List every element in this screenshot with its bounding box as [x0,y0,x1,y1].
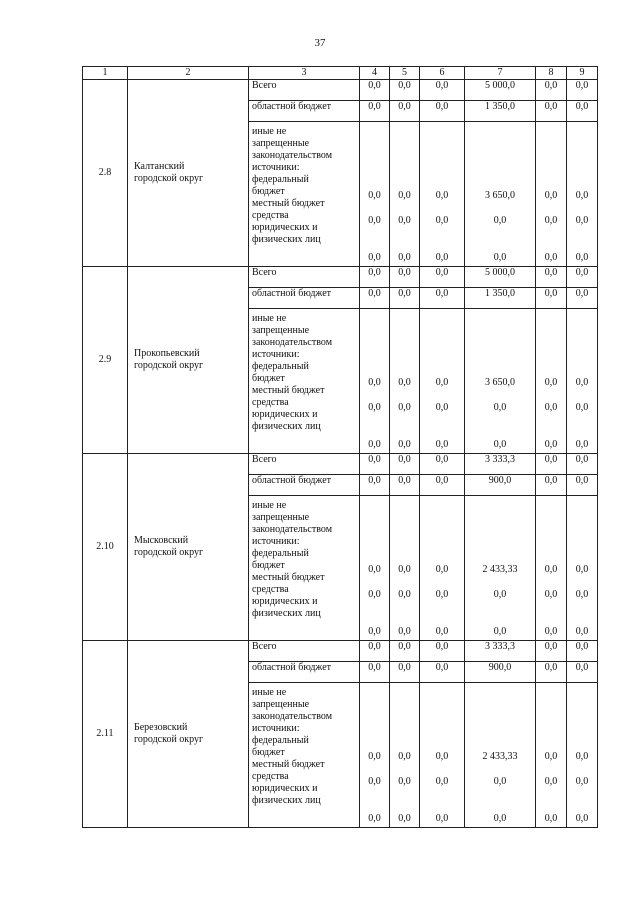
entities-value: 0,0 [493,439,507,450]
regional-value: 0,0 [420,475,465,496]
local-value: 0,0 [575,589,589,600]
other-sources-label [249,496,360,641]
other-sources-line: законодательством [252,150,333,161]
municipality-name [128,454,249,641]
municipality-name-line: Березовский [134,722,188,733]
entities-value: 0,0 [398,252,411,263]
regional-value: 0,0 [360,288,390,309]
other-sources-line: законодательством [252,337,333,348]
total-value: 5 000,0 [465,80,536,101]
local-value: 0,0 [575,215,589,226]
column-header: 3 [249,67,360,80]
federal-value: 0,0 [575,564,589,575]
local-value: 0,0 [544,215,558,226]
entities-value: 0,0 [544,626,558,637]
total-value: 0,0 [567,267,598,288]
other-sources-values [536,683,567,828]
other-sources-line: средства [252,771,289,782]
budget-table [82,66,598,828]
local-value: 0,0 [544,402,558,413]
column-header: 9 [567,67,598,80]
local-value: 0,0 [398,215,411,226]
regional-value: 0,0 [390,101,420,122]
regional-budget-label: областной бюджет [249,662,360,683]
entities-value: 0,0 [575,439,589,450]
entities-value: 0,0 [398,813,411,824]
federal-value: 0,0 [544,190,558,201]
regional-value: 0,0 [360,662,390,683]
federal-value: 0,0 [575,751,589,762]
municipality-name-line: Прокопьевский [134,348,200,359]
other-sources-label [249,309,360,454]
federal-value: 0,0 [398,377,411,388]
total-value: 0,0 [390,641,420,662]
federal-value: 0,0 [398,190,411,201]
total-row [83,641,598,662]
local-value: 0,0 [493,215,507,226]
other-sources-line: источники: [252,536,300,547]
other-sources-line: юридических и [252,596,318,607]
entities-value: 0,0 [398,626,411,637]
table-body [83,67,598,828]
federal-value: 0,0 [544,377,558,388]
municipality-number: 2.9 [83,267,128,454]
total-value: 0,0 [567,641,598,662]
other-sources-line: физических лиц [252,795,321,806]
total-value: 0,0 [536,641,567,662]
other-sources-values [390,496,420,641]
federal-value: 0,0 [368,564,381,575]
municipality-name [128,80,249,267]
other-sources-values [360,122,390,267]
regional-budget-label: областной бюджет [249,288,360,309]
regional-value: 0,0 [567,101,598,122]
entities-value: 0,0 [368,813,381,824]
other-sources-line: запрещенные [252,325,310,336]
federal-value: 0,0 [368,377,381,388]
entities-value: 0,0 [368,626,381,637]
total-value: 0,0 [567,454,598,475]
other-sources-line: бюджет [252,373,285,384]
other-sources-values [465,683,536,828]
federal-value: 0,0 [398,751,411,762]
other-sources-line: федеральный [252,361,309,372]
column-header: 8 [536,67,567,80]
total-label: Всего [249,454,360,475]
regional-value: 1 350,0 [465,101,536,122]
other-sources-values [567,496,598,641]
total-value: 0,0 [390,454,420,475]
municipality-number: 2.8 [83,80,128,267]
other-sources-line: бюджет [252,747,285,758]
other-sources-line: юридических и [252,222,318,233]
total-row [83,267,598,288]
entities-value: 0,0 [544,439,558,450]
federal-value: 0,0 [368,190,381,201]
federal-value: 3 650,0 [485,377,515,388]
column-header: 6 [420,67,465,80]
total-row [83,80,598,101]
other-sources-line: юридических и [252,409,318,420]
other-sources-values [536,309,567,454]
other-sources-line: местный бюджет [252,385,325,396]
column-header: 4 [360,67,390,80]
federal-value: 0,0 [435,190,449,201]
entities-value: 0,0 [435,439,449,450]
federal-value: 0,0 [435,564,449,575]
regional-value: 0,0 [567,475,598,496]
federal-value: 0,0 [544,751,558,762]
other-sources-line: запрещенные [252,512,310,523]
local-value: 0,0 [368,215,381,226]
other-sources-line: средства [252,584,289,595]
regional-value: 0,0 [420,288,465,309]
municipality-name-line: Мысковский [134,535,189,546]
other-sources-line: физических лиц [252,421,321,432]
other-sources-values [536,122,567,267]
other-sources-values [420,496,465,641]
regional-value: 0,0 [567,288,598,309]
entities-value: 0,0 [368,439,381,450]
federal-value: 2 433,33 [482,751,518,762]
regional-value: 0,0 [536,662,567,683]
local-value: 0,0 [544,589,558,600]
column-header: 1 [83,67,128,80]
column-header: 5 [390,67,420,80]
federal-value: 3 650,0 [485,190,515,201]
other-sources-line: федеральный [252,735,309,746]
other-sources-values [390,122,420,267]
local-value: 0,0 [435,589,449,600]
municipality-name-line: городской округ [134,734,204,745]
entities-value: 0,0 [493,813,507,824]
local-value: 0,0 [398,589,411,600]
other-sources-line: запрещенные [252,699,310,710]
total-value: 0,0 [567,80,598,101]
local-value: 0,0 [493,589,507,600]
municipality-name-line: городской округ [134,360,204,371]
municipality-name-line: городской округ [134,173,204,184]
regional-value: 0,0 [567,662,598,683]
total-row [83,454,598,475]
regional-budget-label: областной бюджет [249,475,360,496]
other-sources-line: местный бюджет [252,198,325,209]
federal-value: 0,0 [368,751,381,762]
total-value: 0,0 [360,80,390,101]
entities-value: 0,0 [435,626,449,637]
entities-value: 0,0 [575,252,589,263]
total-value: 0,0 [420,267,465,288]
local-value: 0,0 [575,776,589,787]
other-sources-values [390,309,420,454]
regional-value: 0,0 [390,475,420,496]
entities-value: 0,0 [575,626,589,637]
other-sources-line: бюджет [252,560,285,571]
total-value: 0,0 [536,454,567,475]
other-sources-line: физических лиц [252,234,321,245]
other-sources-line: иные не [252,313,287,324]
federal-value: 0,0 [398,564,411,575]
entities-value: 0,0 [368,252,381,263]
column-header: 2 [128,67,249,80]
local-value: 0,0 [368,589,381,600]
regional-value: 0,0 [420,101,465,122]
municipality-name-line: городской округ [134,547,204,558]
other-sources-label [249,683,360,828]
entities-value: 0,0 [544,813,558,824]
local-value: 0,0 [368,776,381,787]
other-sources-values [360,309,390,454]
header-row [83,67,598,80]
other-sources-values [536,496,567,641]
other-sources-values [567,683,598,828]
local-value: 0,0 [575,402,589,413]
other-sources-line: местный бюджет [252,759,325,770]
regional-value: 0,0 [390,288,420,309]
other-sources-values [465,309,536,454]
other-sources-line: юридических и [252,783,318,794]
other-sources-line: иные не [252,687,287,698]
regional-budget-label: областной бюджет [249,101,360,122]
regional-value: 0,0 [360,475,390,496]
local-value: 0,0 [493,402,507,413]
municipality-name [128,641,249,828]
other-sources-line: законодательством [252,524,333,535]
total-value: 0,0 [536,80,567,101]
entities-value: 0,0 [544,252,558,263]
local-value: 0,0 [435,776,449,787]
regional-value: 0,0 [536,475,567,496]
entities-value: 0,0 [398,439,411,450]
other-sources-values [360,683,390,828]
total-value: 0,0 [390,267,420,288]
local-value: 0,0 [493,776,507,787]
other-sources-values [420,683,465,828]
other-sources-values [360,496,390,641]
total-value: 3 333,3 [465,454,536,475]
local-value: 0,0 [435,402,449,413]
column-header: 7 [465,67,536,80]
entities-value: 0,0 [493,626,507,637]
entities-value: 0,0 [575,813,589,824]
regional-value: 900,0 [465,662,536,683]
total-label: Всего [249,641,360,662]
local-value: 0,0 [435,215,449,226]
total-value: 0,0 [360,641,390,662]
other-sources-values [567,309,598,454]
regional-value: 0,0 [360,101,390,122]
federal-value: 0,0 [575,377,589,388]
local-value: 0,0 [398,776,411,787]
total-value: 0,0 [420,641,465,662]
other-sources-line: запрещенные [252,138,310,149]
other-sources-line: законодательством [252,711,333,722]
federal-value: 0,0 [435,377,449,388]
regional-value: 0,0 [420,662,465,683]
page-number: 37 [314,37,326,49]
federal-value: 0,0 [544,564,558,575]
total-value: 3 333,3 [465,641,536,662]
other-sources-line: федеральный [252,548,309,559]
municipality-number: 2.11 [83,641,128,828]
municipality-name-line: Калтанский [134,161,185,172]
other-sources-values [465,496,536,641]
other-sources-line: бюджет [252,186,285,197]
total-value: 0,0 [420,454,465,475]
municipality-number: 2.10 [83,454,128,641]
other-sources-line: федеральный [252,174,309,185]
total-value: 0,0 [360,267,390,288]
regional-value: 0,0 [390,662,420,683]
municipality-name [128,267,249,454]
total-value: 5 000,0 [465,267,536,288]
local-value: 0,0 [368,402,381,413]
entities-value: 0,0 [435,813,449,824]
total-value: 0,0 [390,80,420,101]
other-sources-line: источники: [252,349,300,360]
other-sources-values [420,309,465,454]
other-sources-line: средства [252,210,289,221]
entities-value: 0,0 [435,252,449,263]
federal-value: 0,0 [575,190,589,201]
regional-value: 0,0 [536,101,567,122]
total-label: Всего [249,267,360,288]
other-sources-line: источники: [252,723,300,734]
total-value: 0,0 [536,267,567,288]
other-sources-label [249,122,360,267]
local-value: 0,0 [398,402,411,413]
total-label: Всего [249,80,360,101]
regional-value: 1 350,0 [465,288,536,309]
other-sources-values [567,122,598,267]
entities-value: 0,0 [493,252,507,263]
other-sources-line: источники: [252,162,300,173]
other-sources-line: иные не [252,500,287,511]
total-value: 0,0 [420,80,465,101]
other-sources-line: средства [252,397,289,408]
other-sources-line: местный бюджет [252,572,325,583]
other-sources-values [465,122,536,267]
other-sources-line: иные не [252,126,287,137]
total-value: 0,0 [360,454,390,475]
other-sources-values [420,122,465,267]
other-sources-line: физических лиц [252,608,321,619]
federal-value: 0,0 [435,751,449,762]
federal-value: 2 433,33 [482,564,518,575]
regional-value: 0,0 [536,288,567,309]
local-value: 0,0 [544,776,558,787]
regional-value: 900,0 [465,475,536,496]
other-sources-values [390,683,420,828]
